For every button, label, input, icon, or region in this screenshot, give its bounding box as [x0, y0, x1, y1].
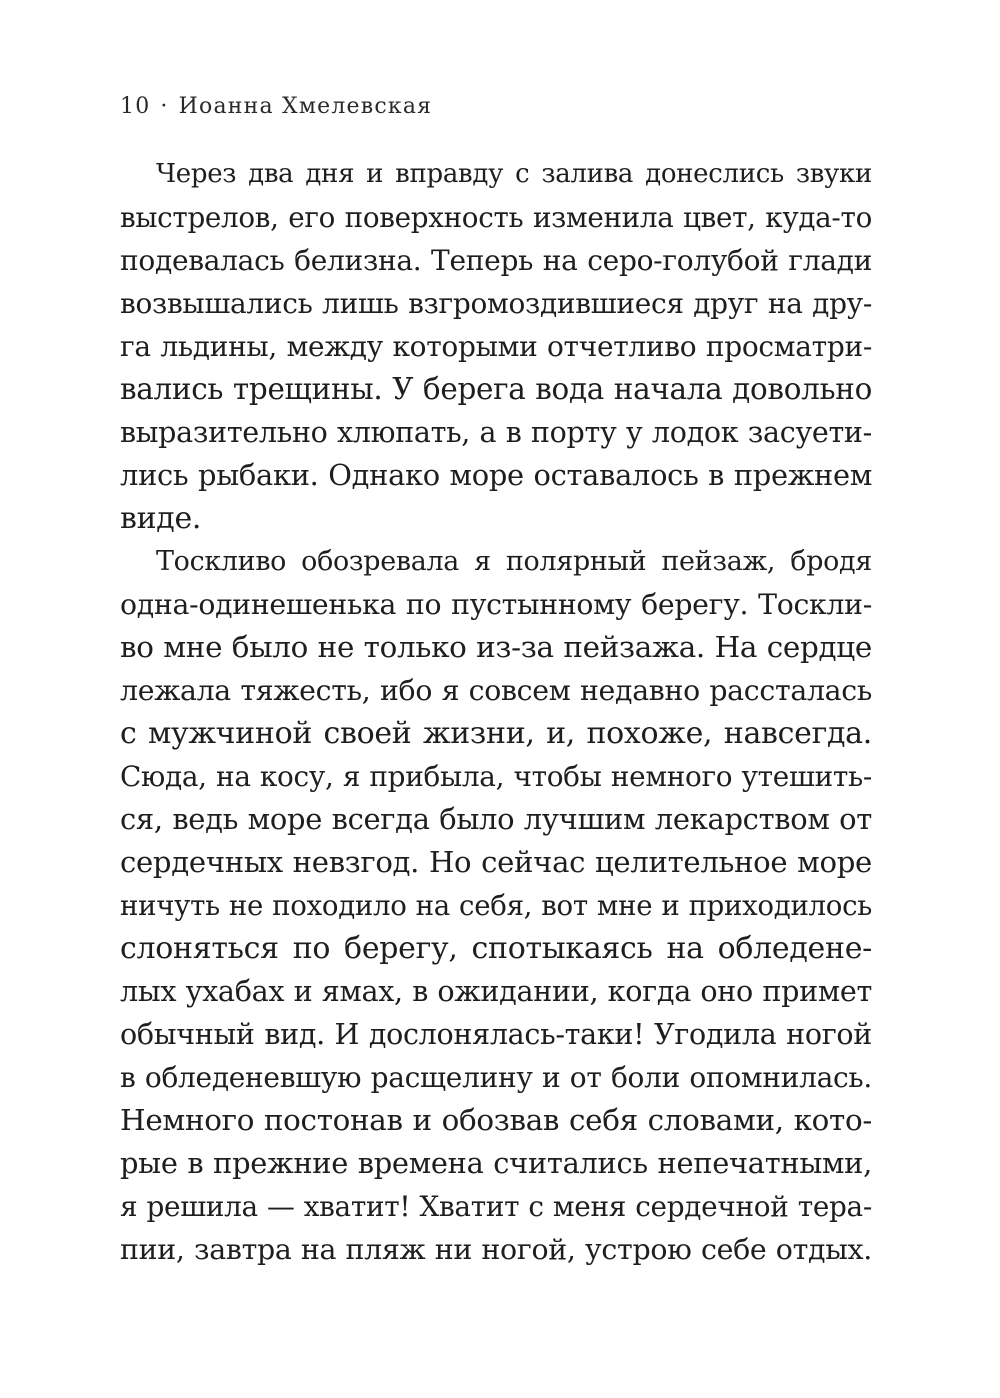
text-line: га льдины, между которыми отчетливо просматри- — [120, 330, 872, 363]
text-line: Тоскливо обозревала я полярный пейзаж, бродя — [156, 546, 872, 577]
text-line: виде. — [120, 501, 202, 536]
text-line: обычный вид. И дослонялась-таки! Угодила ногой — [120, 1017, 872, 1051]
text-line: лых ухабах и ямах, в ожидании, когда оно примет — [120, 974, 872, 1008]
text-line: выстрелов, его поверхность изменила цвет, куда-то — [120, 201, 872, 234]
text-line: Немного постонав и обозвав себя словами, кото- — [120, 1103, 872, 1137]
text-line: ничуть не походило на себя, вот мне и приходилось — [120, 889, 872, 922]
text-line: Сюда, на косу, я прибыла, чтобы немного утешить- — [120, 760, 872, 793]
text-line: рые в прежние времена считались непечатными, — [120, 1146, 872, 1180]
text-line: подевалась белизна. Теперь на серо-голубой глади — [120, 244, 872, 277]
author-name: Иоанна Хмелевская — [178, 94, 433, 119]
text-line: вались трещины. У берега вода начала довольно — [120, 372, 872, 406]
text-line: в обледеневшую расщелину и от боли опомнилась. — [120, 1061, 872, 1094]
text-line: лись рыбаки. Однако море оставалось в прежнем — [120, 458, 872, 492]
text-line: ся, ведь море всегда было лучшим лекарством от — [120, 802, 872, 836]
text-line: выразительно хлюпать, а в порту у лодок засуети- — [120, 416, 872, 449]
text-line: Через два дня и вправду с залива донеслись звуки — [156, 159, 872, 189]
paragraph-2 — [120, 540, 872, 1271]
text-line: лежала тяжесть, ибо я совсем недавно рассталась — [120, 674, 872, 707]
body-text — [120, 153, 872, 1271]
text-line: с мужчиной своей жизни, и, похоже, навсегда. — [120, 716, 872, 751]
text-line: слоняться по берегу, спотыкаясь на обледене- — [120, 931, 872, 966]
text-line: одна-одинешенька по пустынному берегу. Тоскли- — [120, 588, 872, 621]
text-line: сердечных невзгод. Но сейчас целительное море — [120, 845, 872, 879]
text-line: пии, завтра на пляж ни ногой, устрою себе отдых. — [120, 1233, 872, 1266]
running-head — [120, 94, 432, 119]
text-line: во мне было не только из-за пейзажа. На сердце — [120, 630, 872, 664]
text-line: я решила — хватит! Хватит с меня сердечной тера- — [120, 1190, 872, 1223]
text-line: возвышались лишь взгромоздившиеся друг на дру- — [120, 287, 872, 320]
page-number: 10 — [120, 94, 151, 119]
header-separator: · — [160, 94, 169, 119]
paragraph-1 — [120, 153, 872, 540]
